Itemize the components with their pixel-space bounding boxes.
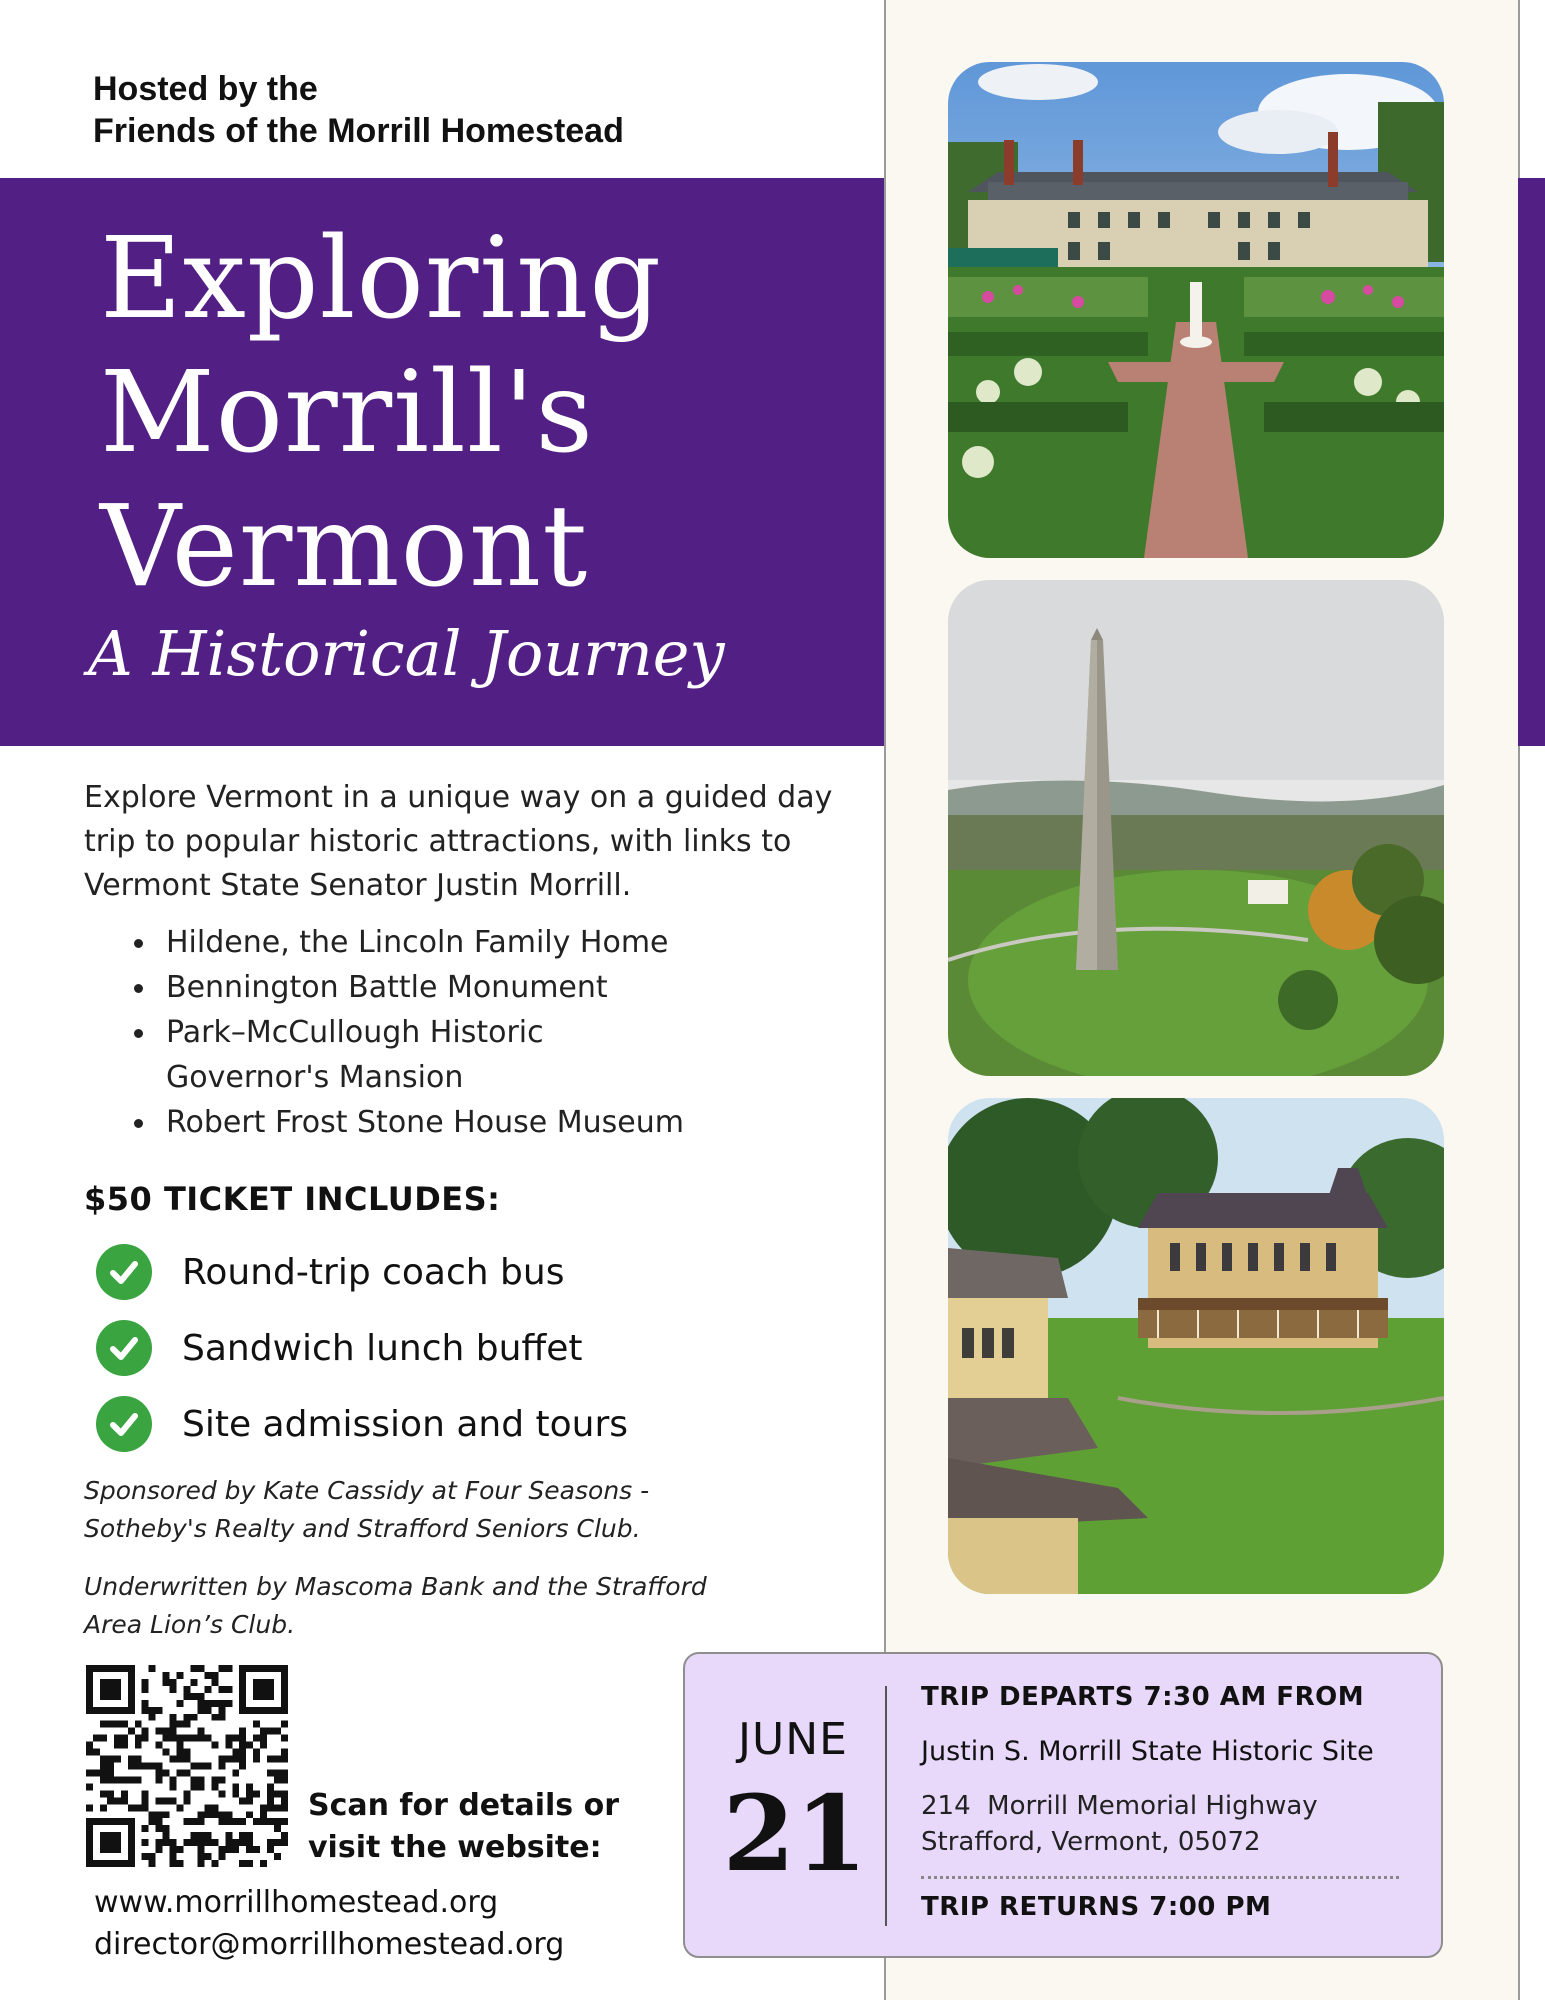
title-line-1: Exploring (100, 214, 663, 344)
photo-monument (948, 580, 1444, 1076)
title-line-2: Morrill's (100, 348, 594, 478)
photo-homestead (948, 62, 1444, 558)
host-text (93, 68, 624, 152)
ticket-include-label: Site admission and tours (182, 1403, 629, 1445)
dotted-divider (921, 1876, 1399, 1879)
ticket-heading: $50 TICKET INCLUDES: (84, 1180, 501, 1218)
title-band-edge (1518, 178, 1545, 746)
underwritten-note: Underwritten by Mascoma Bank and the Strafford Area Lion’s Club. (84, 1572, 707, 1639)
attraction-item: Hildene, the Lincoln Family Home (128, 920, 848, 965)
address-line-2: Strafford, Vermont, 05072 (921, 1827, 1261, 1857)
scan-line-1: Scan for details or (308, 1788, 620, 1823)
check-icon (96, 1244, 152, 1300)
attraction-item: Bennington Battle Monument (128, 965, 848, 1010)
address-line-1: 214 Morrill Memorial Highway (921, 1791, 1318, 1821)
ticket-include-label: Sandwich lunch buffet (182, 1327, 583, 1369)
intro-paragraph: Explore Vermont in a unique way on a guided day trip to popular historic attractions, with links to Vermont State Senator Justin Morrill. (84, 780, 833, 903)
email-link[interactable]: director@morrillhomestead.org (94, 1927, 565, 1962)
ticket-include-item (96, 1234, 796, 1310)
scan-prompt (308, 1785, 619, 1869)
departure-address (921, 1788, 1318, 1860)
check-icon (96, 1320, 152, 1376)
attraction-item: Park–McCullough Historic Governor's Mansion (128, 1010, 636, 1100)
card-divider (885, 1686, 887, 1926)
departure-site: Justin S. Morrill State Historic Site (921, 1736, 1374, 1767)
host-line-2: Friends of the Morrill Homestead (93, 112, 624, 150)
return-time: TRIP RETURNS 7:00 PM (921, 1892, 1272, 1922)
title-line-3: Vermont (100, 482, 589, 612)
departure-time: TRIP DEPARTS 7:30 AM FROM (921, 1682, 1365, 1712)
ticket-include-item (96, 1386, 796, 1462)
contact-info (94, 1882, 564, 1966)
attractions-list (128, 920, 848, 1145)
ticket-include-item (96, 1310, 796, 1386)
page-title (100, 212, 880, 614)
host-line-1: Hosted by the (93, 70, 318, 108)
event-month: JUNE (738, 1714, 848, 1765)
ticket-include-label: Round-trip coach bus (182, 1251, 565, 1293)
ticket-includes-list (96, 1234, 796, 1462)
qr-code[interactable] (86, 1665, 288, 1867)
website-link[interactable]: www.morrillhomestead.org (94, 1885, 499, 1920)
scan-line-2: visit the website: (308, 1830, 602, 1865)
photo-mansion (948, 1098, 1444, 1594)
event-day: 21 (722, 1772, 868, 1895)
attraction-item: Robert Frost Stone House Museum (128, 1100, 848, 1145)
check-icon (96, 1396, 152, 1452)
event-card (683, 1652, 1443, 1958)
page-subtitle: A Historical Journey (88, 617, 725, 690)
sponsor-note: Sponsored by Kate Cassidy at Four Seasons - Sotheby's Realty and Strafford Seniors Club. (84, 1476, 650, 1543)
